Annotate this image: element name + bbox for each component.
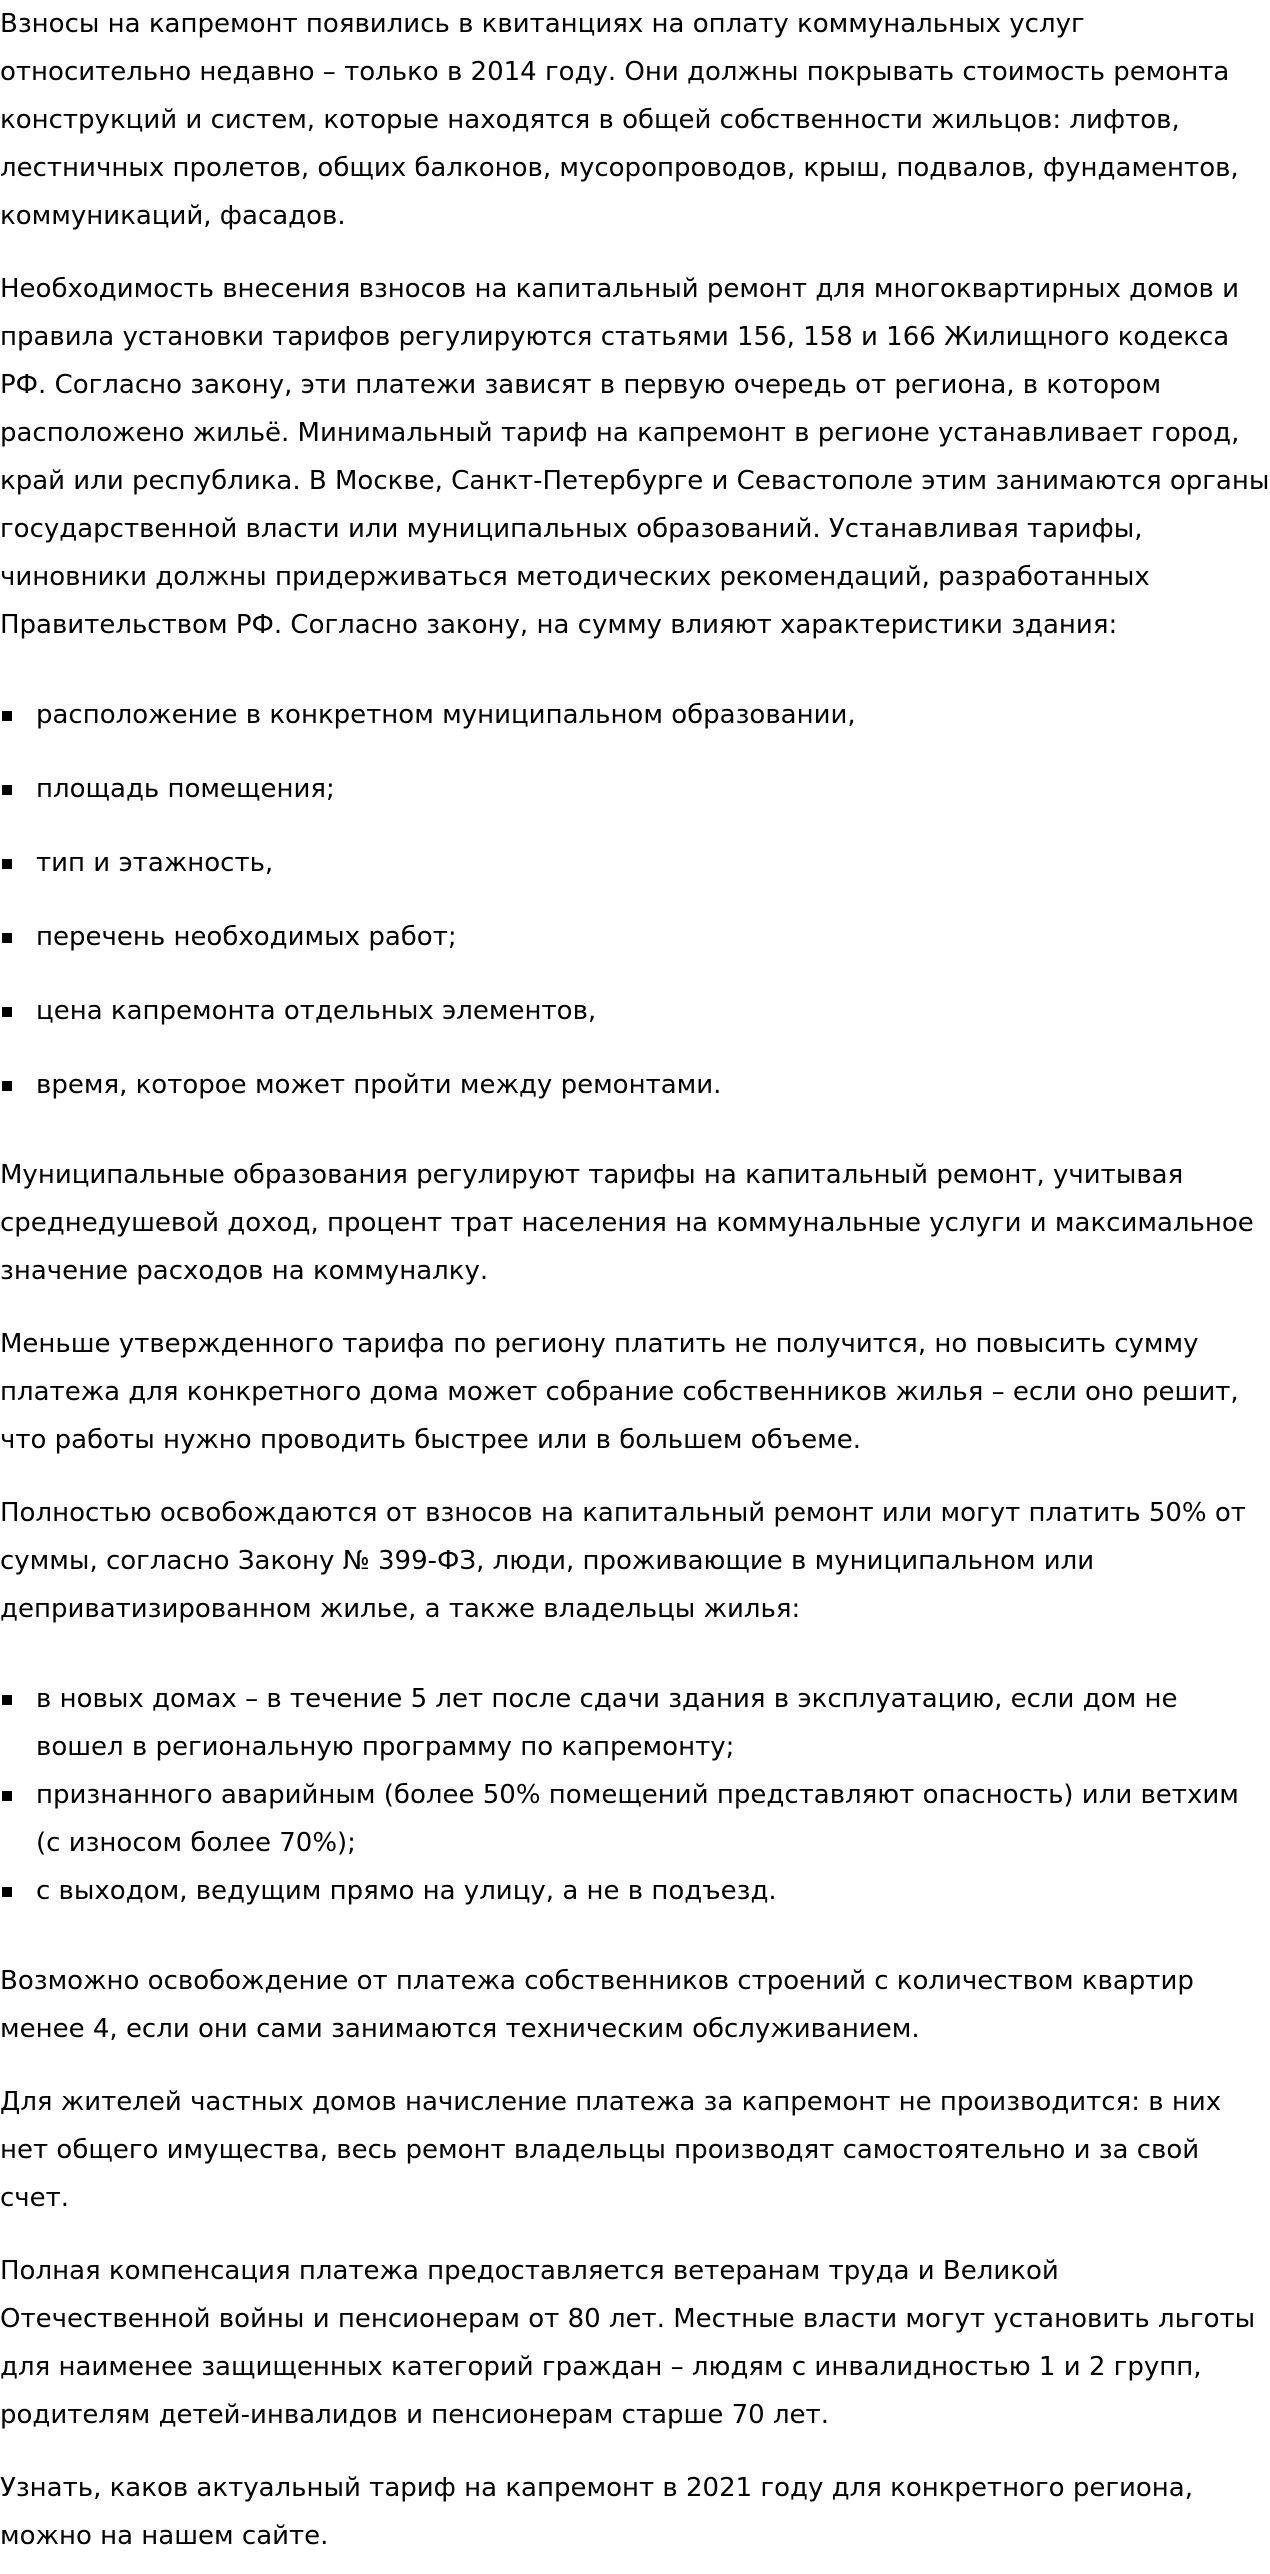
list-item: время, которое может пройти между ремонтами. xyxy=(0,1061,1270,1109)
paragraph-small-buildings: Возможно освобождение от платежа собственников строений с количеством квартир менее 4, если они сами занимаются техническим обслуживанием. xyxy=(0,1966,1194,2044)
paragraph-exemptions-intro: Полностью освобождаются от взносов на капитальный ремонт или могут платить 50% от суммы, согласно Закону № 399-ФЗ, люди, проживающие в муниципальном или деприватизированном жилье, а также владельцы жилья: xyxy=(0,1498,1246,1624)
list-item: цена капремонта отдельных элементов, xyxy=(0,987,1270,1035)
paragraph-private-houses: Для жителей частных домов начисление платежа за капремонт не производится: в них нет общего имущества, весь ремонт владельцы производят самостоятельно и за свой счет. xyxy=(0,2087,1222,2213)
list-item: площадь помещения; xyxy=(0,765,1270,813)
list-item: расположение в конкретном муниципальном образовании, xyxy=(0,691,1270,739)
list-item: тип и этажность, xyxy=(0,839,1270,887)
list-item: признанного аварийным (более 50% помещений представляют опасность) или ветхим (с износом более 70%); xyxy=(0,1771,1270,1867)
paragraph-minimum-rate: Меньше утвержденного тарифа по региону платить не получится, но повысить сумму платежа для конкретного дома может собрание собственников жилья – если оно решит, что работы нужно проводить быстрее или в большем объеме. xyxy=(0,1329,1239,1455)
exemptions-list xyxy=(0,1675,1270,1915)
list-item: в новых домах – в течение 5 лет после сдачи здания в эксплуатацию, если дом не вошел в региональную программу по капремонту; xyxy=(0,1675,1270,1771)
paragraph-intro: Взносы на капремонт появились в квитанциях на оплату коммунальных услуг относительно недавно – только в 2014 году. Они должны покрывать стоимость ремонта конструкций и систем, которые находятся в общей собственности жильцов: лифтов, лестничных пролетов, общих балконов, мусоропроводов, крыш, подвалов, фундаментов, коммуникаций, фасадов. xyxy=(0,9,1239,231)
paragraph-compensation: Полная компенсация платежа предоставляется ветеранам труда и Великой Отечественной войны и пенсионерам от 80 лет. Местные власти могут установить льготы для наименее защищенных категорий граждан – людям с инвалидностью 1 и 2 групп, родителям детей-инвалидов и пенсионерам старше 70 лет. xyxy=(0,2256,1256,2430)
factors-list xyxy=(0,691,1270,1109)
paragraph-site-link: Узнать, каков актуальный тариф на капремонт в 2021 году для конкретного региона, можно на нашем сайте. xyxy=(0,2473,1193,2551)
paragraph-municipal-rates: Муниципальные образования регулируют тарифы на капитальный ремонт, учитывая среднедушевой доход, процент трат населения на коммунальные услуги и максимальное значение расходов на коммуналку. xyxy=(0,1160,1254,1286)
paragraph-legal-basis: Необходимость внесения взносов на капитальный ремонт для многоквартирных домов и правила установки тарифов регулируются статьями 156, 158 и 166 Жилищного кодекса РФ. Согласно закону, эти платежи зависят в первую очередь от региона, в котором расположено жильё. Минимальный тариф на капремонт в регионе устанавливает город, край или республика. В Москве, Санкт-Петербурге и Севастополе этим занимаются органы государственной власти или муниципальных образований. Устанавливая тарифы, чиновники должны придерживаться методических рекомендаций, разработанных Правительством РФ. Согласно закону, на сумму влияют характеристики здания: xyxy=(0,274,1270,640)
list-item: перечень необходимых работ; xyxy=(0,913,1270,961)
list-item: с выходом, ведущим прямо на улицу, а не в подъезд. xyxy=(0,1867,1270,1915)
